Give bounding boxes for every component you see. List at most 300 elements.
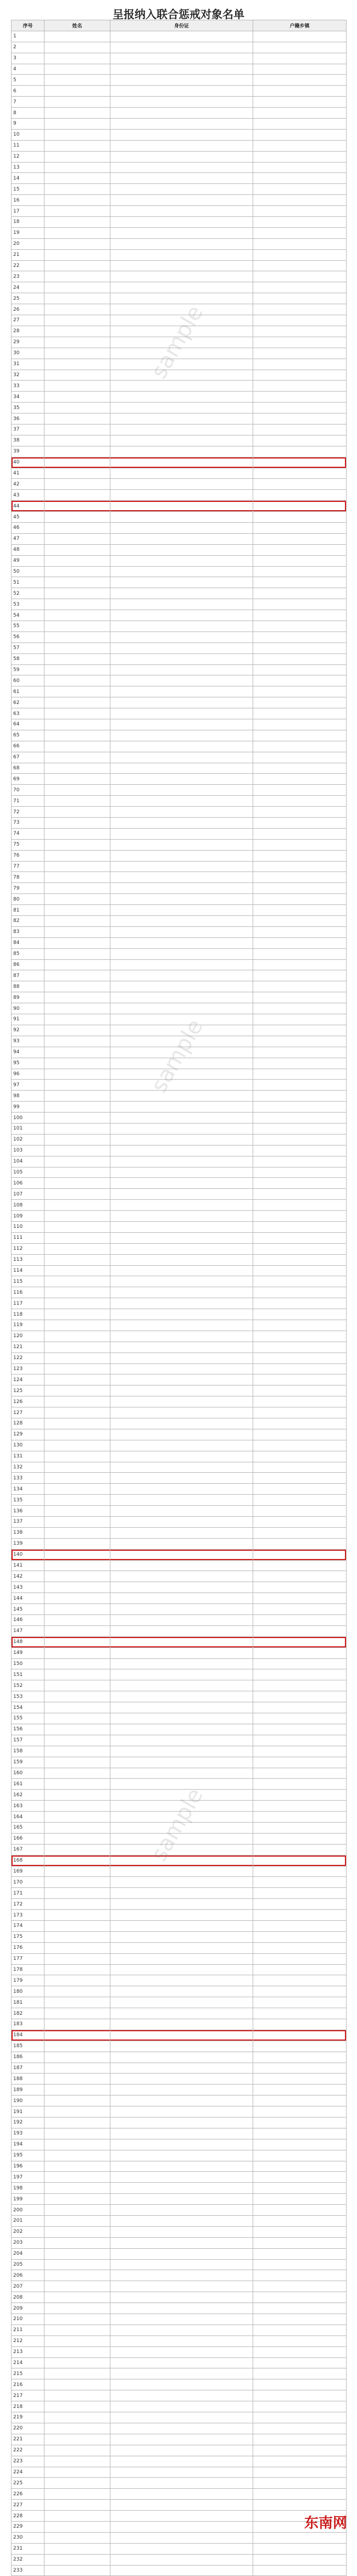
name-cell bbox=[44, 1189, 110, 1200]
name-cell bbox=[44, 2052, 110, 2063]
table-row bbox=[12, 2532, 347, 2543]
table-row bbox=[12, 424, 347, 435]
town-cell bbox=[253, 1549, 347, 1560]
id-cell bbox=[110, 1866, 253, 1877]
name-cell bbox=[44, 566, 110, 577]
id-cell bbox=[110, 1353, 253, 1364]
town-cell bbox=[253, 1997, 347, 2008]
row-number: 82 bbox=[12, 916, 44, 927]
table-row bbox=[12, 1975, 347, 1986]
id-cell bbox=[110, 632, 253, 642]
name-cell bbox=[44, 108, 110, 119]
row-number: 218 bbox=[12, 2401, 44, 2412]
name-cell bbox=[44, 217, 110, 228]
id-cell bbox=[110, 1407, 253, 1418]
row-number: 170 bbox=[12, 1877, 44, 1888]
table-row bbox=[12, 2085, 347, 2096]
id-cell bbox=[110, 686, 253, 697]
id-cell bbox=[110, 1156, 253, 1167]
id-cell bbox=[110, 359, 253, 370]
id-cell bbox=[110, 2532, 253, 2543]
name-cell bbox=[44, 1440, 110, 1451]
town-cell bbox=[253, 632, 347, 642]
table-row bbox=[12, 1549, 347, 1560]
id-cell bbox=[110, 555, 253, 566]
name-cell bbox=[44, 588, 110, 599]
town-cell bbox=[253, 2074, 347, 2085]
table-row bbox=[12, 796, 347, 807]
town-cell bbox=[253, 1746, 347, 1757]
table-row bbox=[12, 1604, 347, 1615]
town-cell bbox=[253, 664, 347, 675]
id-cell bbox=[110, 479, 253, 490]
row-number: 181 bbox=[12, 1997, 44, 2008]
id-cell bbox=[110, 1243, 253, 1254]
town-cell bbox=[253, 1418, 347, 1429]
row-number: 208 bbox=[12, 2292, 44, 2303]
id-cell bbox=[110, 708, 253, 719]
table-row bbox=[12, 905, 347, 916]
id-cell bbox=[110, 2423, 253, 2434]
id-cell bbox=[110, 1145, 253, 1156]
town-cell bbox=[253, 457, 347, 468]
town-cell bbox=[253, 501, 347, 512]
town-cell bbox=[253, 1527, 347, 1538]
name-cell bbox=[44, 403, 110, 413]
id-cell bbox=[110, 774, 253, 785]
id-cell bbox=[110, 490, 253, 501]
row-number: 172 bbox=[12, 1899, 44, 1910]
row-number: 28 bbox=[12, 326, 44, 337]
name-cell bbox=[44, 2314, 110, 2325]
name-cell bbox=[44, 1429, 110, 1440]
table-row bbox=[12, 119, 347, 130]
town-cell bbox=[253, 1200, 347, 1211]
row-number: 167 bbox=[12, 1844, 44, 1855]
town-cell bbox=[253, 577, 347, 588]
row-number: 41 bbox=[12, 468, 44, 479]
table-row bbox=[12, 217, 347, 228]
id-cell bbox=[110, 1604, 253, 1615]
town-cell bbox=[253, 839, 347, 850]
id-cell bbox=[110, 905, 253, 916]
id-cell bbox=[110, 1232, 253, 1243]
row-number: 233 bbox=[12, 2565, 44, 2576]
id-cell bbox=[110, 370, 253, 381]
id-cell bbox=[110, 2019, 253, 2030]
town-cell bbox=[253, 206, 347, 217]
name-cell bbox=[44, 1495, 110, 1506]
row-number: 66 bbox=[12, 741, 44, 752]
id-cell bbox=[110, 1779, 253, 1790]
id-cell bbox=[110, 1462, 253, 1473]
table-row bbox=[12, 522, 347, 533]
name-cell bbox=[44, 1931, 110, 1942]
name-cell bbox=[44, 1888, 110, 1899]
row-number: 96 bbox=[12, 1069, 44, 1080]
name-cell bbox=[44, 2412, 110, 2423]
town-cell bbox=[253, 315, 347, 326]
table-row bbox=[12, 1484, 347, 1495]
id-cell bbox=[110, 2074, 253, 2085]
town-cell bbox=[253, 1975, 347, 1986]
row-number: 92 bbox=[12, 1025, 44, 1036]
row-number: 57 bbox=[12, 642, 44, 653]
id-cell bbox=[110, 1724, 253, 1735]
town-cell bbox=[253, 1309, 347, 1320]
name-cell bbox=[44, 741, 110, 752]
name-cell bbox=[44, 1691, 110, 1702]
town-cell bbox=[253, 1353, 347, 1364]
row-number: 36 bbox=[12, 413, 44, 424]
id-cell bbox=[110, 1593, 253, 1604]
table-row bbox=[12, 1669, 347, 1680]
name-cell bbox=[44, 664, 110, 675]
name-cell bbox=[44, 555, 110, 566]
town-cell bbox=[253, 2489, 347, 2500]
name-cell bbox=[44, 2456, 110, 2467]
id-cell bbox=[110, 1080, 253, 1091]
name-cell bbox=[44, 2500, 110, 2511]
id-cell bbox=[110, 1003, 253, 1014]
roster-table bbox=[11, 20, 347, 2576]
name-cell bbox=[44, 1156, 110, 1167]
id-cell bbox=[110, 119, 253, 130]
town-cell bbox=[253, 1265, 347, 1276]
id-cell bbox=[110, 206, 253, 217]
town-cell bbox=[253, 686, 347, 697]
table-row bbox=[12, 1571, 347, 1582]
table-row bbox=[12, 1986, 347, 1997]
table-row bbox=[12, 1353, 347, 1364]
name-cell bbox=[44, 1899, 110, 1910]
town-cell bbox=[253, 1888, 347, 1899]
row-number: 116 bbox=[12, 1287, 44, 1298]
row-number: 93 bbox=[12, 1036, 44, 1047]
row-number: 127 bbox=[12, 1407, 44, 1418]
id-cell bbox=[110, 2554, 253, 2565]
name-cell bbox=[44, 2172, 110, 2183]
name-cell bbox=[44, 1582, 110, 1593]
town-cell bbox=[253, 2139, 347, 2150]
table-row bbox=[12, 2489, 347, 2500]
table-row bbox=[12, 2390, 347, 2401]
id-cell bbox=[110, 424, 253, 435]
table-row bbox=[12, 752, 347, 763]
name-cell bbox=[44, 1036, 110, 1047]
table-row bbox=[12, 75, 347, 86]
id-cell bbox=[110, 642, 253, 653]
id-cell bbox=[110, 2489, 253, 2500]
id-cell bbox=[110, 1986, 253, 1997]
table-row bbox=[12, 2074, 347, 2085]
row-number: 229 bbox=[12, 2521, 44, 2532]
row-number: 110 bbox=[12, 1221, 44, 1232]
town-cell bbox=[253, 2194, 347, 2205]
row-number: 108 bbox=[12, 1200, 44, 1211]
name-cell bbox=[44, 1080, 110, 1091]
name-cell bbox=[44, 1145, 110, 1156]
row-number: 196 bbox=[12, 2161, 44, 2172]
name-cell bbox=[44, 2434, 110, 2445]
id-cell bbox=[110, 2008, 253, 2019]
table-row bbox=[12, 1735, 347, 1746]
table-row bbox=[12, 129, 347, 140]
town-cell bbox=[253, 2259, 347, 2270]
name-cell bbox=[44, 1374, 110, 1385]
name-cell bbox=[44, 774, 110, 785]
table-row bbox=[12, 1014, 347, 1025]
row-number: 185 bbox=[12, 2041, 44, 2052]
name-cell bbox=[44, 140, 110, 151]
id-cell bbox=[110, 381, 253, 392]
row-number: 143 bbox=[12, 1582, 44, 1593]
town-cell bbox=[253, 1407, 347, 1418]
town-cell bbox=[253, 828, 347, 839]
town-cell bbox=[253, 796, 347, 807]
town-cell bbox=[253, 1167, 347, 1178]
town-cell bbox=[253, 217, 347, 228]
table-row bbox=[12, 1342, 347, 1353]
town-cell bbox=[253, 1211, 347, 1222]
row-number: 207 bbox=[12, 2281, 44, 2292]
table-row bbox=[12, 1495, 347, 1506]
id-cell bbox=[110, 53, 253, 64]
town-cell bbox=[253, 599, 347, 610]
town-cell bbox=[253, 1495, 347, 1506]
name-cell bbox=[44, 1091, 110, 1102]
town-cell bbox=[253, 719, 347, 730]
table-row bbox=[12, 1713, 347, 1724]
table-row bbox=[12, 64, 347, 75]
row-number: 54 bbox=[12, 610, 44, 621]
town-cell bbox=[253, 2390, 347, 2401]
table-row bbox=[12, 249, 347, 260]
town-cell bbox=[253, 752, 347, 763]
name-cell bbox=[44, 1625, 110, 1636]
name-cell bbox=[44, 392, 110, 403]
row-number: 132 bbox=[12, 1462, 44, 1473]
id-cell bbox=[110, 31, 253, 42]
town-cell bbox=[253, 1669, 347, 1680]
table-row bbox=[12, 1156, 347, 1167]
id-cell bbox=[110, 2390, 253, 2401]
town-cell bbox=[253, 97, 347, 108]
name-cell bbox=[44, 2041, 110, 2052]
name-cell bbox=[44, 2139, 110, 2150]
table-row bbox=[12, 1538, 347, 1549]
name-cell bbox=[44, 2019, 110, 2030]
name-cell bbox=[44, 2216, 110, 2227]
name-cell bbox=[44, 162, 110, 173]
row-number: 214 bbox=[12, 2357, 44, 2368]
row-number: 211 bbox=[12, 2324, 44, 2335]
table-row bbox=[12, 948, 347, 959]
table-row bbox=[12, 1877, 347, 1888]
row-number: 224 bbox=[12, 2467, 44, 2478]
id-cell bbox=[110, 1429, 253, 1440]
table-row bbox=[12, 2226, 347, 2237]
row-number: 163 bbox=[12, 1801, 44, 1812]
table-row bbox=[12, 741, 347, 752]
row-number: 173 bbox=[12, 1910, 44, 1921]
town-cell bbox=[253, 959, 347, 970]
name-cell bbox=[44, 1298, 110, 1309]
town-cell bbox=[253, 1855, 347, 1866]
name-cell bbox=[44, 1735, 110, 1746]
town-cell bbox=[253, 1724, 347, 1735]
id-cell bbox=[110, 435, 253, 446]
row-number: 141 bbox=[12, 1560, 44, 1571]
town-cell bbox=[253, 2532, 347, 2543]
town-cell bbox=[253, 2346, 347, 2357]
row-number: 17 bbox=[12, 206, 44, 217]
watermark-text: sample bbox=[146, 1784, 208, 1866]
town-cell bbox=[253, 1014, 347, 1025]
name-cell bbox=[44, 457, 110, 468]
name-cell bbox=[44, 522, 110, 533]
id-cell bbox=[110, 392, 253, 403]
id-cell bbox=[110, 249, 253, 260]
id-cell bbox=[110, 1374, 253, 1385]
town-cell bbox=[253, 2324, 347, 2335]
row-number: 100 bbox=[12, 1113, 44, 1124]
table-row bbox=[12, 1320, 347, 1331]
town-cell bbox=[253, 326, 347, 337]
town-cell bbox=[253, 403, 347, 413]
town-cell bbox=[253, 981, 347, 992]
row-number: 227 bbox=[12, 2500, 44, 2511]
name-cell bbox=[44, 86, 110, 97]
town-cell bbox=[253, 1342, 347, 1353]
id-cell bbox=[110, 1953, 253, 1964]
id-cell bbox=[110, 730, 253, 741]
id-cell bbox=[110, 2194, 253, 2205]
id-cell bbox=[110, 1910, 253, 1921]
row-number: 52 bbox=[12, 588, 44, 599]
id-cell bbox=[110, 42, 253, 53]
town-cell bbox=[253, 1931, 347, 1942]
town-cell bbox=[253, 1625, 347, 1636]
town-cell bbox=[253, 2117, 347, 2128]
name-cell bbox=[44, 632, 110, 642]
town-cell bbox=[253, 818, 347, 829]
town-cell bbox=[253, 1571, 347, 1582]
table-row bbox=[12, 2379, 347, 2390]
name-cell bbox=[44, 2554, 110, 2565]
row-number: 20 bbox=[12, 238, 44, 249]
id-cell bbox=[110, 621, 253, 632]
table-row bbox=[12, 282, 347, 293]
town-cell bbox=[253, 2106, 347, 2117]
row-number: 113 bbox=[12, 1254, 44, 1265]
town-cell bbox=[253, 2216, 347, 2227]
town-cell bbox=[253, 1047, 347, 1058]
name-cell bbox=[44, 1178, 110, 1189]
town-cell bbox=[253, 2478, 347, 2489]
id-cell bbox=[110, 64, 253, 75]
table-row bbox=[12, 195, 347, 206]
id-cell bbox=[110, 403, 253, 413]
table-row bbox=[12, 1724, 347, 1735]
name-cell bbox=[44, 1790, 110, 1801]
name-cell bbox=[44, 1014, 110, 1025]
name-cell bbox=[44, 2183, 110, 2194]
town-cell bbox=[253, 1036, 347, 1047]
town-cell bbox=[253, 1910, 347, 1921]
id-cell bbox=[110, 1123, 253, 1134]
name-cell bbox=[44, 959, 110, 970]
town-cell bbox=[253, 1604, 347, 1615]
town-cell bbox=[253, 1877, 347, 1888]
name-cell bbox=[44, 763, 110, 774]
id-cell bbox=[110, 664, 253, 675]
table-row bbox=[12, 2303, 347, 2314]
name-cell bbox=[44, 697, 110, 708]
name-cell bbox=[44, 184, 110, 195]
row-number: 15 bbox=[12, 184, 44, 195]
table-row bbox=[12, 2270, 347, 2281]
town-cell bbox=[253, 1025, 347, 1036]
id-cell bbox=[110, 1680, 253, 1691]
row-number: 94 bbox=[12, 1047, 44, 1058]
table-row bbox=[12, 1964, 347, 1975]
table-row bbox=[12, 566, 347, 577]
name-cell bbox=[44, 2194, 110, 2205]
name-cell bbox=[44, 1265, 110, 1276]
name-cell bbox=[44, 1517, 110, 1528]
name-cell bbox=[44, 2303, 110, 2314]
row-number: 142 bbox=[12, 1571, 44, 1582]
id-cell bbox=[110, 1440, 253, 1451]
id-cell bbox=[110, 2511, 253, 2522]
table-header-row bbox=[12, 20, 347, 31]
town-cell bbox=[253, 1986, 347, 1997]
table-row bbox=[12, 588, 347, 599]
table-row bbox=[12, 2194, 347, 2205]
row-number: 68 bbox=[12, 763, 44, 774]
name-cell bbox=[44, 1538, 110, 1549]
name-cell bbox=[44, 2008, 110, 2019]
name-cell bbox=[44, 2030, 110, 2041]
row-number: 186 bbox=[12, 2052, 44, 2063]
name-cell bbox=[44, 1167, 110, 1178]
name-cell bbox=[44, 490, 110, 501]
table-row bbox=[12, 577, 347, 588]
table-row bbox=[12, 1888, 347, 1899]
table-row bbox=[12, 1298, 347, 1309]
town-cell bbox=[253, 948, 347, 959]
row-number: 232 bbox=[12, 2554, 44, 2565]
row-number: 107 bbox=[12, 1189, 44, 1200]
table-row bbox=[12, 468, 347, 479]
name-cell bbox=[44, 282, 110, 293]
town-cell bbox=[253, 184, 347, 195]
table-row bbox=[12, 937, 347, 948]
name-cell bbox=[44, 839, 110, 850]
row-number: 178 bbox=[12, 1964, 44, 1975]
row-number: 231 bbox=[12, 2543, 44, 2554]
row-number: 139 bbox=[12, 1538, 44, 1549]
town-cell bbox=[253, 850, 347, 861]
id-cell bbox=[110, 2161, 253, 2172]
town-cell bbox=[253, 1102, 347, 1113]
row-number: 114 bbox=[12, 1265, 44, 1276]
table-row bbox=[12, 1418, 347, 1429]
town-cell bbox=[253, 2270, 347, 2281]
town-cell bbox=[253, 2237, 347, 2248]
row-number: 198 bbox=[12, 2183, 44, 2194]
